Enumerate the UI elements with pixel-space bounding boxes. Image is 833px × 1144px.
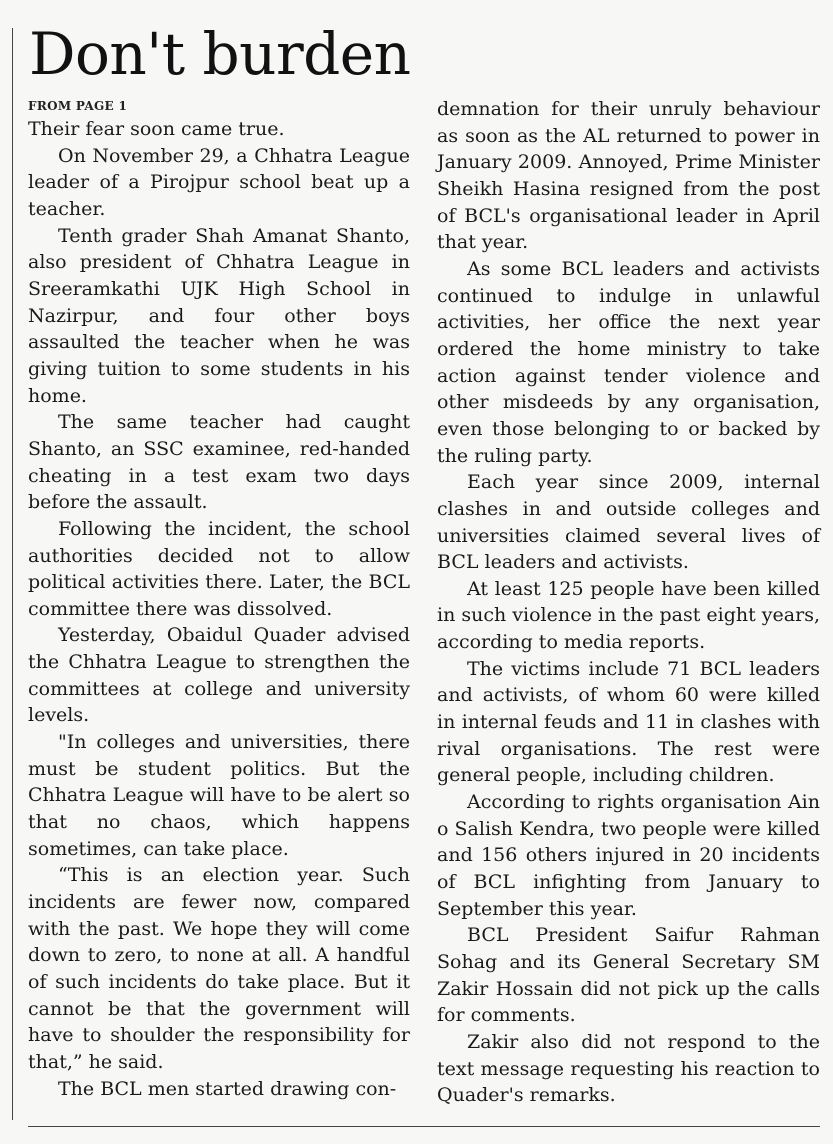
paragraph: demnation for their unruly behaviour as soon as the AL returned to power in January 2009. Annoyed, Prime Minister Sheikh Hasina resigned from the post of BCL's organisational leader in April that year.	[437, 98, 820, 254]
paragraph: “This is an election year. Such incidents are fewer now, compared with the past. We hope they will come down to zero, to none at all. A handful of such incidents do take place. But it cannot be that the government will have to shoulder the responsibility for that,” he said.	[28, 864, 410, 1073]
article-column-right	[437, 96, 820, 1109]
paragraph: The BCL men started drawing con-	[58, 1077, 397, 1100]
paragraph: Following the incident, the school authorities decided not to allow political activities there. Later, the BCL committee there was dissolved.	[28, 517, 410, 620]
article-column-left	[28, 116, 410, 1102]
paragraph: The same teacher had caught Shanto, an SSC examinee, red-handed cheating in a test exam two days before the assault.	[28, 411, 410, 514]
paragraph: Zakir also did not respond to the text message requesting his reaction to Quader's remarks.	[437, 1030, 820, 1107]
paragraph: Tenth grader Shah Amanat Shanto, also president of Chhatra League in Sreeramkathi UJK High School in Nazirpur, and four other boys assaulted the teacher when he was giving tuition to some students in his home.	[28, 224, 410, 407]
bottom-rule	[28, 1126, 820, 1127]
paragraph: On November 29, a Chhatra League leader of a Pirojpur school beat up a teacher.	[28, 144, 410, 220]
paragraph: At least 125 people have been killed in such violence in the past eight years, according to media reports.	[437, 577, 820, 654]
paragraph: Yesterday, Obaidul Quader advised the Chhatra League to strengthen the committees at college and university levels.	[28, 624, 410, 727]
paragraph: BCL President Saifur Rahman Sohag and its General Secretary SM Zakir Hossain did not pick up the calls for comments.	[437, 924, 820, 1027]
paragraph: Their fear soon came true.	[28, 118, 285, 140]
continued-from-label: FROM PAGE 1	[28, 99, 128, 113]
paragraph: As some BCL leaders and activists continued to indulge in unlawful activities, her office the next year ordered the home ministry to take action against tender violence and other misdeeds by any organisation, even those belonging to or backed by the ruling party.	[437, 257, 820, 467]
paragraph: Each year since 2009, internal clashes in and outside colleges and universities claimed several lives of BCL leaders and activists.	[437, 471, 820, 574]
paragraph: "In colleges and universities, there must be student politics. But the Chhatra League will have to be alert so that no chaos, which happens sometimes, can take place.	[28, 731, 410, 860]
paragraph: According to rights organisation Ain o Salish Kendra, two people were killed and 156 others injured in 20 incidents of BCL infighting from January to September this year.	[437, 791, 820, 920]
headline: Don't burden	[29, 20, 411, 88]
left-column-rule	[12, 28, 13, 1120]
paragraph: The victims include 71 BCL leaders and activists, of whom 60 were killed in internal feuds and 11 in clashes with rival organisations. The rest were general people, including children.	[437, 657, 820, 787]
